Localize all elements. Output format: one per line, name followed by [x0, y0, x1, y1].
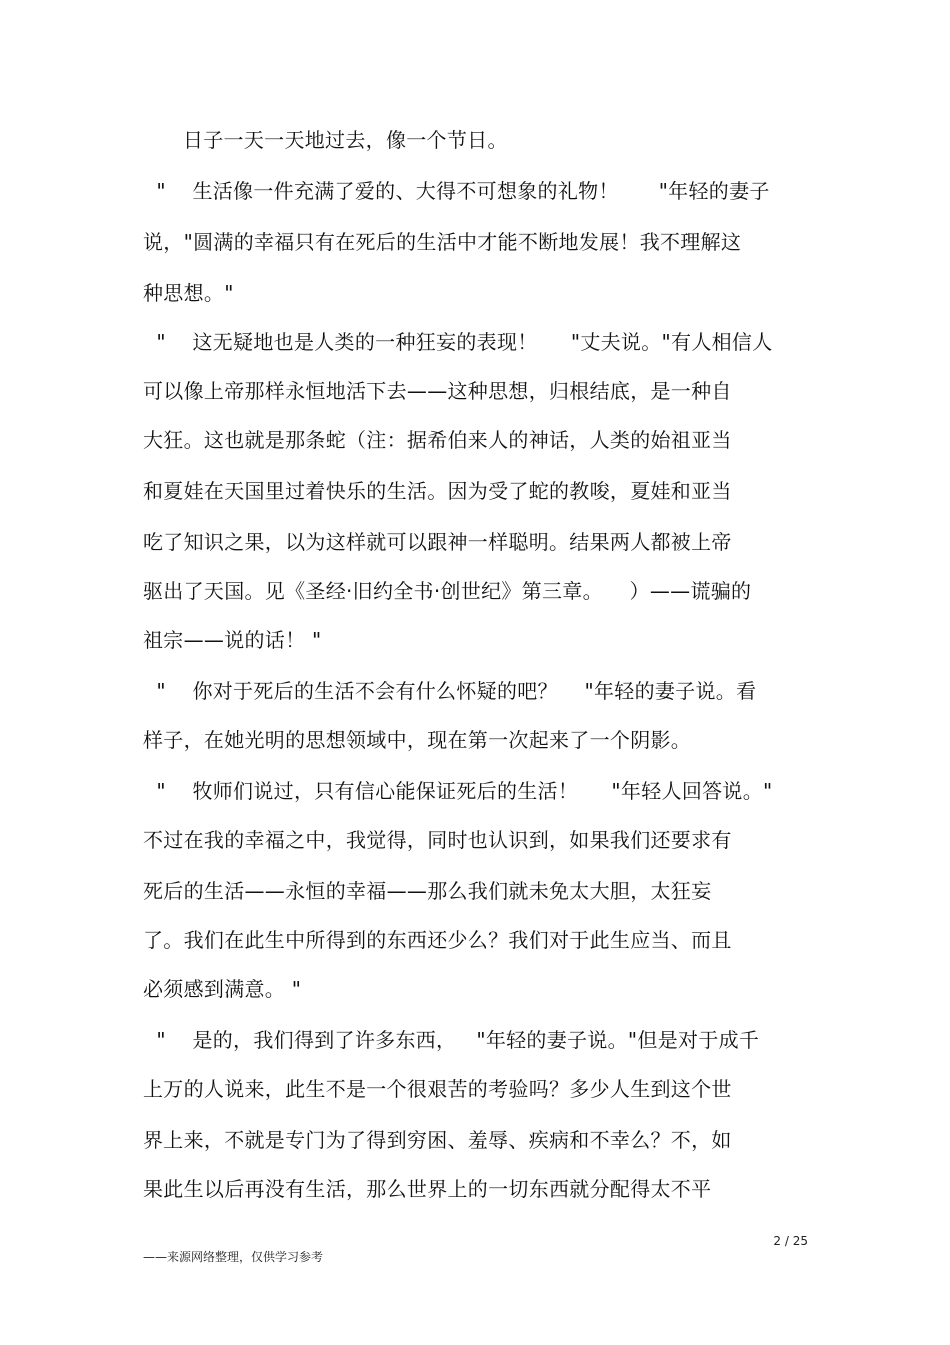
text-line: " 你对于死后的生活不会有什么怀疑的吧？ "年轻的妻子说。看 [143, 679, 757, 703]
page-number: 2 / 25 [773, 1234, 808, 1248]
text-line: 说，"圆满的幸福只有在死后的生活中才能不断地发展！我不理解这 [143, 230, 742, 254]
source-note: ——来源网络整理，仅供学习参考 [143, 1250, 324, 1264]
text-line: " 是的，我们得到了许多东西， "年轻的妻子说。"但是对于成千 [143, 1028, 760, 1052]
text-line: 和夏娃在天国里过着快乐的生活。因为受了蛇的教唆，夏娃和亚当 [143, 479, 732, 503]
text-line: 不过在我的幸福之中，我觉得，同时也认识到，如果我们还要求有 [143, 828, 732, 852]
text-line: 样子，在她光明的思想领域中，现在第一次起来了一个阴影。 [143, 728, 692, 752]
text-line: 死后的生活——永恒的幸福——那么我们就未免太大胆，太狂妄 [143, 879, 712, 903]
text-line: 吃了知识之果，以为这样就可以跟神一样聪明。结果两人都被上帝 [143, 530, 732, 554]
text-line: 日子一天一天地过去，像一个节日。 [143, 128, 508, 152]
text-line: 种思想。" [143, 281, 234, 305]
text-line: 祖宗——说的话！ " [143, 628, 322, 652]
text-line: 界上来，不就是专门为了得到穷困、羞辱、疾病和不幸么？不，如 [143, 1128, 732, 1152]
text-line: 驱出了天国。见《圣经·旧约全书·创世纪》第三章。 ）——谎骗的 [143, 579, 752, 603]
text-line: 必须感到满意。 " [143, 977, 302, 1001]
text-line: 了。我们在此生中所得到的东西还少么？我们对于此生应当、而且 [143, 928, 732, 952]
text-line: 大狂。这也就是那条蛇（注：据希伯来人的神话，人类的始祖亚当 [143, 428, 732, 452]
text-line: " 这无疑地也是人类的一种狂妄的表现！ "丈夫说。"有人相信人 [143, 330, 773, 354]
text-line: 上万的人说来，此生不是一个很艰苦的考验吗？多少人生到这个世 [143, 1077, 732, 1101]
text-line: " 牧师们说过，只有信心能保证死后的生活！ "年轻人回答说。" [143, 779, 773, 803]
text-line: " 生活像一件充满了爱的、大得不可想象的礼物！ "年轻的妻子 [143, 179, 770, 203]
text-line: 可以像上帝那样永恒地活下去——这种思想，归根结底，是一种自 [143, 379, 732, 403]
text-line: 果此生以后再没有生活，那么世界上的一切东西就分配得太不平 [143, 1177, 712, 1201]
